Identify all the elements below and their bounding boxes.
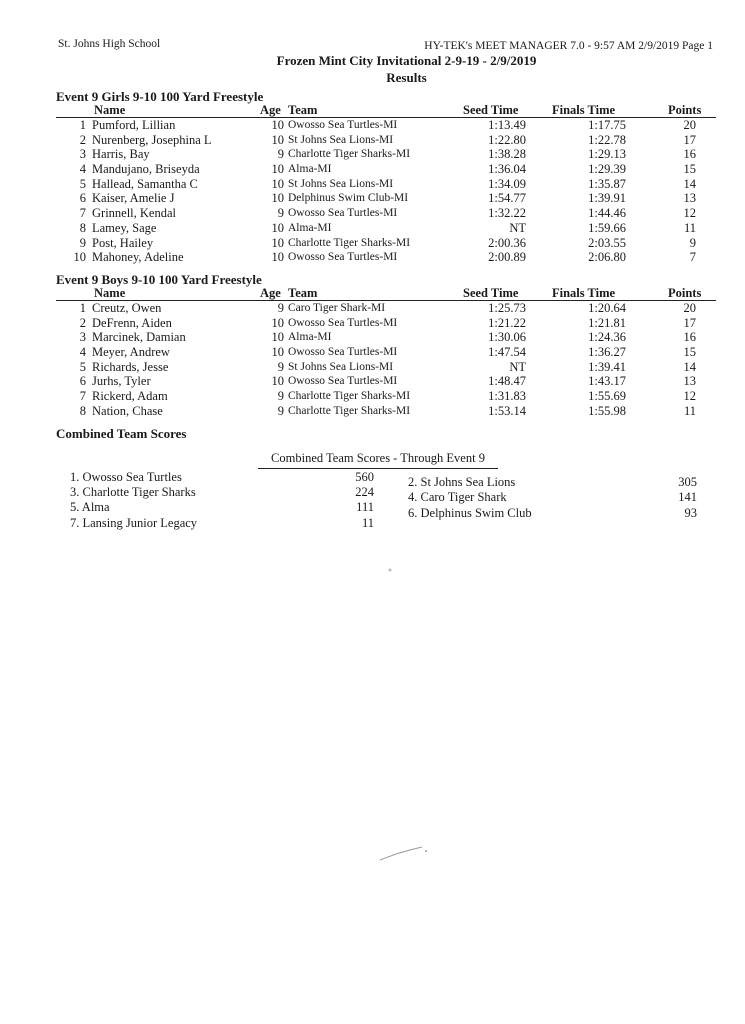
table-row <box>56 316 716 331</box>
row-name: Hallead, Samantha C <box>92 176 198 191</box>
column-header <box>56 104 716 118</box>
table-row <box>56 191 716 206</box>
row-place: 2 <box>79 132 86 147</box>
row-age: 9 <box>277 403 284 418</box>
row-finals-time: 1:24.36 <box>588 330 626 345</box>
team-score-points: 224 <box>355 485 374 499</box>
row-team: Charlotte Tiger Sharks-MI <box>288 236 411 249</box>
row-place: 3 <box>79 330 86 345</box>
row-finals-time: 1:20.64 <box>588 301 626 315</box>
row-points: 17 <box>683 315 696 330</box>
team-score-points: 111 <box>356 500 374 514</box>
row-points: 14 <box>683 359 696 374</box>
row-age: 10 <box>271 250 284 265</box>
team-score-points: 560 <box>355 470 374 484</box>
row-name: Marcinek, Damian <box>92 330 186 345</box>
row-seed-time: 1:30.06 <box>488 330 526 345</box>
col-age: Age <box>260 286 281 300</box>
table-row <box>56 177 716 192</box>
row-seed-time: 1:53.14 <box>488 403 526 418</box>
row-finals-time: 1:55.98 <box>588 403 626 418</box>
row-name: Jurhs, Tyler <box>92 374 151 389</box>
row-place: 6 <box>79 374 86 389</box>
row-team: St Johns Sea Lions-MI <box>288 133 394 146</box>
col-name: Name <box>94 103 126 117</box>
col-age: Age <box>260 103 281 117</box>
results-table <box>56 118 716 265</box>
row-place: 8 <box>79 220 86 235</box>
col-team: Team <box>288 286 318 300</box>
row-name: Nation, Chase <box>92 403 163 418</box>
row-age: 9 <box>277 147 284 162</box>
table-row <box>56 374 716 389</box>
scan-smudge <box>376 842 436 866</box>
row-place: 10 <box>73 250 86 265</box>
column-header <box>56 287 716 301</box>
col-name: Name <box>94 286 126 300</box>
row-team: Owosso Sea Turtles-MI <box>288 207 398 220</box>
table-row <box>56 345 716 360</box>
row-age: 10 <box>271 118 284 132</box>
row-seed-time: 1:31.83 <box>488 389 526 404</box>
row-points: 11 <box>683 403 696 418</box>
row-points: 17 <box>683 132 696 147</box>
row-name: Lamey, Sage <box>92 220 157 235</box>
row-seed-time: NT <box>509 220 526 235</box>
table-row <box>56 330 716 345</box>
row-place: 2 <box>79 315 86 330</box>
row-name: Meyer, Andrew <box>92 345 170 360</box>
team-score-points: 93 <box>684 506 697 520</box>
row-name: DeFrenn, Aiden <box>92 315 172 330</box>
table-row <box>56 250 716 265</box>
row-finals-time: 2:06.80 <box>588 250 626 265</box>
row-points: 16 <box>683 147 696 162</box>
row-name: Creutz, Owen <box>92 301 162 315</box>
table-row <box>56 133 716 148</box>
row-name: Post, Hailey <box>92 235 154 250</box>
row-points: 20 <box>683 118 696 132</box>
software-stamp: HY-TEK's MEET MANAGER 7.0 - 9:57 AM 2/9/2019 Page 1 <box>424 40 713 52</box>
table-row <box>56 360 716 375</box>
row-team: St Johns Sea Lions-MI <box>288 177 394 190</box>
row-team: Delphinus Swim Club-MI <box>288 192 409 205</box>
row-name: Kaiser, Amelie J <box>92 191 175 206</box>
school-name: St. Johns High School <box>58 38 161 50</box>
row-team: Owosso Sea Turtles-MI <box>288 251 398 264</box>
row-name: Mahoney, Adeline <box>92 250 184 265</box>
row-age: 10 <box>271 235 284 250</box>
row-team: Alma-MI <box>288 163 332 176</box>
row-team: Owosso Sea Turtles-MI <box>288 119 398 131</box>
table-row <box>56 404 716 419</box>
combined-heading: Combined Team Scores <box>56 426 187 441</box>
row-points: 13 <box>683 191 696 206</box>
table-row <box>56 206 716 221</box>
row-name: Pumford, Lillian <box>92 118 176 132</box>
row-seed-time: 1:34.09 <box>488 176 526 191</box>
row-points: 20 <box>683 301 696 315</box>
row-age: 9 <box>277 359 284 374</box>
row-place: 4 <box>79 345 86 360</box>
row-seed-time: 1:54.77 <box>488 191 526 206</box>
row-finals-time: 1:43.17 <box>588 374 626 389</box>
row-name: Nurenberg, Josephina L <box>92 132 212 147</box>
meet-title: Frozen Mint City Invitational 2-9-19 - 2/9/2019 <box>276 53 537 68</box>
row-team: St Johns Sea Lions-MI <box>288 360 394 373</box>
row-age: 10 <box>271 374 284 389</box>
row-age: 10 <box>271 191 284 206</box>
row-points: 15 <box>683 162 696 177</box>
team-score-label: 6. Delphinus Swim Club <box>408 506 532 520</box>
row-points: 16 <box>683 330 696 345</box>
row-age: 9 <box>277 206 284 221</box>
row-team: Caro Tiger Shark-MI <box>288 302 386 314</box>
row-place: 8 <box>79 403 86 418</box>
row-age: 10 <box>271 220 284 235</box>
row-team: Charlotte Tiger Sharks-MI <box>288 404 411 417</box>
row-age: 9 <box>277 301 284 315</box>
row-finals-time: 1:29.39 <box>588 162 626 177</box>
row-team: Alma-MI <box>288 221 332 234</box>
row-name: Mandujano, Briseyda <box>92 162 200 177</box>
row-place: 9 <box>79 235 86 250</box>
event-title: Event 9 Girls 9-10 100 Yard Freestyle <box>56 89 264 104</box>
row-points: 9 <box>689 235 696 250</box>
team-score-label: 1. Owosso Sea Turtles <box>70 470 182 484</box>
event-boys <box>56 273 716 419</box>
row-seed-time: 2:00.36 <box>488 235 526 250</box>
row-seed-time: 1:25.73 <box>488 301 526 315</box>
row-seed-time: 1:48.47 <box>488 374 526 389</box>
row-points: 11 <box>683 220 696 235</box>
team-score-points: 305 <box>678 475 697 489</box>
row-points: 7 <box>689 250 696 265</box>
row-team: Alma-MI <box>288 331 332 344</box>
row-finals-time: 1:17.75 <box>588 118 626 132</box>
row-finals-time: 1:36.27 <box>588 345 626 360</box>
row-finals-time: 1:29.13 <box>588 147 626 162</box>
row-age: 10 <box>271 330 284 345</box>
row-finals-time: 1:59.66 <box>588 220 626 235</box>
row-seed-time: 1:36.04 <box>488 162 526 177</box>
row-place: 7 <box>79 389 86 404</box>
row-age: 10 <box>271 132 284 147</box>
col-finals: Finals Time <box>552 103 616 117</box>
row-finals-time: 1:44.46 <box>588 206 626 221</box>
row-place: 4 <box>79 162 86 177</box>
team-score-label: 5. Alma <box>70 500 110 514</box>
row-team: Charlotte Tiger Sharks-MI <box>288 148 411 161</box>
team-score-points: 11 <box>361 516 374 530</box>
table-row <box>56 162 716 177</box>
table-row <box>56 221 716 236</box>
team-score-points: 141 <box>678 490 697 504</box>
row-place: 1 <box>79 301 86 315</box>
row-place: 5 <box>79 359 86 374</box>
row-seed-time: 1:38.28 <box>488 147 526 162</box>
row-name: Grinnell, Kendal <box>92 206 177 221</box>
row-name: Rickerd, Adam <box>92 389 168 404</box>
col-finals: Finals Time <box>552 286 616 300</box>
col-seed: Seed Time <box>463 103 519 117</box>
row-seed-time: 1:22.80 <box>488 132 526 147</box>
row-points: 12 <box>683 206 696 221</box>
table-row <box>56 118 716 133</box>
row-place: 3 <box>79 147 86 162</box>
row-seed-time: 1:32.22 <box>488 206 526 221</box>
row-place: 1 <box>79 118 86 132</box>
row-finals-time: 1:55.69 <box>588 389 626 404</box>
event-title: Event 9 Boys 9-10 100 Yard Freestyle <box>56 272 262 287</box>
results-table <box>56 301 716 419</box>
row-age: 10 <box>271 176 284 191</box>
row-place: 5 <box>79 176 86 191</box>
row-age: 9 <box>277 389 284 404</box>
row-finals-time: 1:39.41 <box>588 359 626 374</box>
row-seed-time: NT <box>509 359 526 374</box>
row-finals-time: 2:03.55 <box>588 235 626 250</box>
col-seed: Seed Time <box>463 286 519 300</box>
row-finals-time: 1:21.81 <box>588 315 626 330</box>
row-points: 15 <box>683 345 696 360</box>
table-row <box>56 236 716 251</box>
row-team: Charlotte Tiger Sharks-MI <box>288 390 411 403</box>
row-name: Richards, Jesse <box>92 359 169 374</box>
row-name: Harris, Bay <box>92 147 150 162</box>
row-seed-time: 1:13.49 <box>488 118 526 132</box>
team-score-label: 2. St Johns Sea Lions <box>408 475 516 489</box>
col-points: Points <box>668 103 702 117</box>
row-points: 14 <box>683 176 696 191</box>
team-scores <box>56 470 716 540</box>
row-seed-time: 1:47.54 <box>488 345 526 360</box>
table-row <box>56 301 716 316</box>
scan-dot <box>386 566 394 574</box>
row-points: 12 <box>683 389 696 404</box>
col-points: Points <box>668 286 702 300</box>
row-team: Owosso Sea Turtles-MI <box>288 375 398 388</box>
row-finals-time: 1:22.78 <box>588 132 626 147</box>
event-girls <box>56 90 716 265</box>
row-place: 7 <box>79 206 86 221</box>
row-age: 10 <box>271 162 284 177</box>
results-title: Results <box>386 70 427 85</box>
row-place: 6 <box>79 191 86 206</box>
team-score-label: 7. Lansing Junior Legacy <box>70 516 198 530</box>
row-finals-time: 1:35.87 <box>588 176 626 191</box>
team-score-label: 4. Caro Tiger Shark <box>408 490 507 504</box>
row-team: Owosso Sea Turtles-MI <box>288 346 398 359</box>
team-score-label: 3. Charlotte Tiger Sharks <box>70 485 196 499</box>
table-row <box>56 147 716 162</box>
row-age: 10 <box>271 315 284 330</box>
table-row <box>56 389 716 404</box>
row-age: 10 <box>271 345 284 360</box>
row-points: 13 <box>683 374 696 389</box>
row-seed-time: 1:21.22 <box>488 315 526 330</box>
combined-subheading: Combined Team Scores - Through Event 9 <box>258 451 498 469</box>
row-team: Owosso Sea Turtles-MI <box>288 316 398 329</box>
col-team: Team <box>288 103 318 117</box>
row-seed-time: 2:00.89 <box>488 250 526 265</box>
row-finals-time: 1:39.91 <box>588 191 626 206</box>
